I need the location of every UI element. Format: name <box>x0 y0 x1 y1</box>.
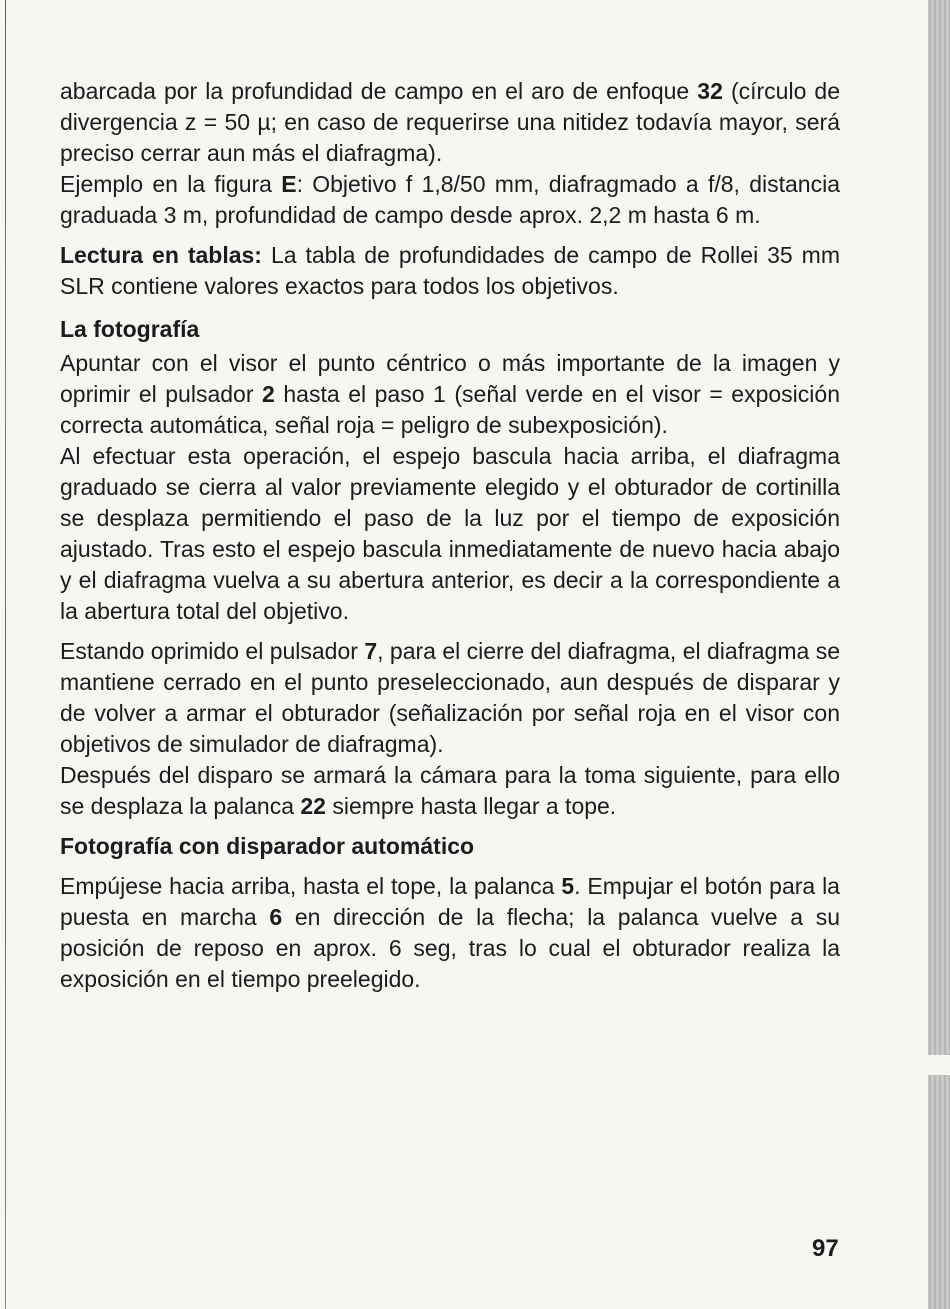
paragraph-aiming: Apuntar con el visor el punto céntrico o más importante de la imagen y oprimir el pulsador 2 hasta el paso 1 (señal verde en el visor = exposición correcta automática, señal roja = peligro de subexposición). <box>60 350 840 438</box>
scan-binding-edge <box>928 0 950 1309</box>
paragraph-table-reading: Lectura en tablas: La tabla de profundidades de campo de Rollei 35 mm SLR contiene valores exactos para todos los objetivos. <box>60 242 840 299</box>
heading-la-fotografia: La fotografía <box>60 316 200 342</box>
scan-left-edge <box>5 0 6 1309</box>
paragraph-advance-lever: Después del disparo se armará la cámara para la toma siguiente, para ello se desplaza la palanca 22 siempre hasta llegar a tope. <box>60 762 840 819</box>
paragraph-stop-down-button: Estando oprimido el pulsador 7, para el cierre del diafragma, el diafragma se mantiene cerrado en el punto preseleccionado, aun después de disparar y de volver a armar el obturador (señalización por señal roja en el visor con objetivos de simulador de diafragma). <box>60 638 840 757</box>
paragraph-depth-of-field: abarcada por la profundidad de campo en el aro de enfoque 32 (círculo de divergencia z = 50 µ; en caso de requerirse una nitidez todavía mayor, será preciso cerrar aun más el diafragma). <box>60 78 840 166</box>
paragraph-example-figure-e: Ejemplo en la figura E: Objetivo f 1,8/50 mm, diafragmado a f/8, distancia graduada 3 m, profundidad de campo desde aprox. 2,2 m hasta 6 m. <box>60 171 840 228</box>
paragraph-mirror-operation: Al efectuar esta operación, el espejo bascula hacia arriba, el diafragma graduado se cierra al valor previamente elegido y el obturador de cortinilla se desplaza permitiendo el paso de la luz por el tiempo de exposición ajustado. Tras esto el espejo bascula inmediatamente de nuevo hacia abajo y el diafragma vuelva a su abertura anterior, es decir a la correspondiente a la abertura total del objetivo. <box>60 443 840 624</box>
scan-binding-gap <box>928 1055 950 1075</box>
page-body <box>60 76 840 995</box>
page-number: 97 <box>812 1235 839 1262</box>
paragraph-self-timer: Empújese hacia arriba, hasta el tope, la palanca 5. Empujar el botón para la puesta en marcha 6 en dirección de la flecha; la palanca vuelve a su posición de reposo en aprox. 6 seg, tras lo cual el obturador realiza la exposición en el tiempo preelegido. <box>60 873 840 992</box>
heading-self-timer: Fotografía con disparador automático <box>60 833 475 859</box>
